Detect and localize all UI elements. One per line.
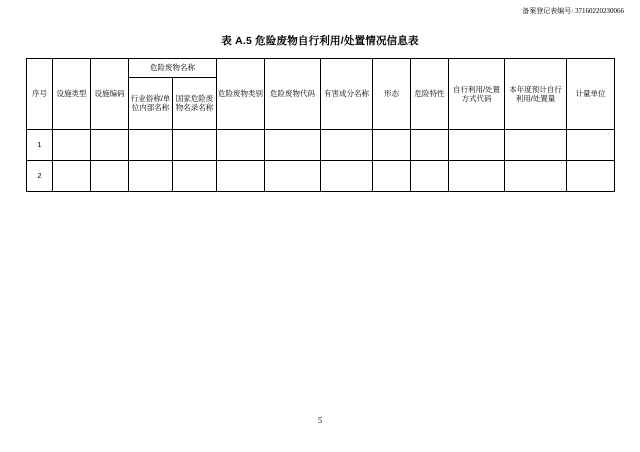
column-header-national-catalog-name: 国家危险废物名录名称 <box>173 77 217 129</box>
cell-physical-form[interactable] <box>373 130 411 161</box>
registration-number: 备案登记表编号: 37160220230066 <box>522 7 624 15</box>
cell-annual-plan-amount[interactable] <box>505 130 567 161</box>
waste-disposal-table <box>26 58 615 192</box>
column-header-facility-code: 设施编码 <box>91 59 129 130</box>
cell-physical-form[interactable] <box>373 161 411 192</box>
cell-waste-category[interactable] <box>217 130 265 161</box>
table-row[interactable] <box>27 130 615 161</box>
page-number: 5 <box>318 416 322 425</box>
cell-waste-code[interactable] <box>265 161 321 192</box>
cell-harmful-component[interactable] <box>321 161 373 192</box>
cell-harmful-component[interactable] <box>321 130 373 161</box>
cell-facility-type[interactable] <box>53 161 91 192</box>
cell-utilization-method-code[interactable] <box>449 130 505 161</box>
column-header-waste-category: 危险废物类别 <box>217 59 265 130</box>
cell-utilization-method-code[interactable] <box>449 161 505 192</box>
column-header-waste-name-group: 危险废物名称 <box>129 59 217 78</box>
column-header-industry-name: 行业俗称/单位内部名称 <box>129 77 173 129</box>
cell-industry-name[interactable] <box>129 161 173 192</box>
page-title: 表 A.5 危险废物自行利用/处置情况信息表 <box>221 35 419 47</box>
cell-national-catalog-name[interactable] <box>173 130 217 161</box>
column-header-hazard-property: 危险特性 <box>411 59 449 130</box>
cell-hazard-property[interactable] <box>411 130 449 161</box>
cell-serial: 2 <box>27 161 53 192</box>
column-header-facility-type: 设施类型 <box>53 59 91 130</box>
column-header-serial: 序号 <box>27 59 53 130</box>
table-row[interactable] <box>27 161 615 192</box>
cell-national-catalog-name[interactable] <box>173 161 217 192</box>
column-header-annual-plan-amount: 本年度预计自行利用/处置量 <box>505 59 567 130</box>
column-header-waste-code: 危险废物代码 <box>265 59 321 130</box>
cell-facility-code[interactable] <box>91 161 129 192</box>
cell-annual-plan-amount[interactable] <box>505 161 567 192</box>
cell-industry-name[interactable] <box>129 130 173 161</box>
cell-unit[interactable] <box>567 161 615 192</box>
column-header-harmful-component: 有害成分名称 <box>321 59 373 130</box>
cell-waste-category[interactable] <box>217 161 265 192</box>
cell-unit[interactable] <box>567 130 615 161</box>
column-header-physical-form: 形态 <box>373 59 411 130</box>
cell-serial: 1 <box>27 130 53 161</box>
waste-disposal-table-wrapper <box>26 58 614 192</box>
cell-facility-code[interactable] <box>91 130 129 161</box>
table-header-group-row <box>27 59 615 78</box>
cell-waste-code[interactable] <box>265 130 321 161</box>
column-header-unit: 计量单位 <box>567 59 615 130</box>
cell-hazard-property[interactable] <box>411 161 449 192</box>
column-header-utilization-method-code: 自行利用/处置方式代码 <box>449 59 505 130</box>
cell-facility-type[interactable] <box>53 130 91 161</box>
